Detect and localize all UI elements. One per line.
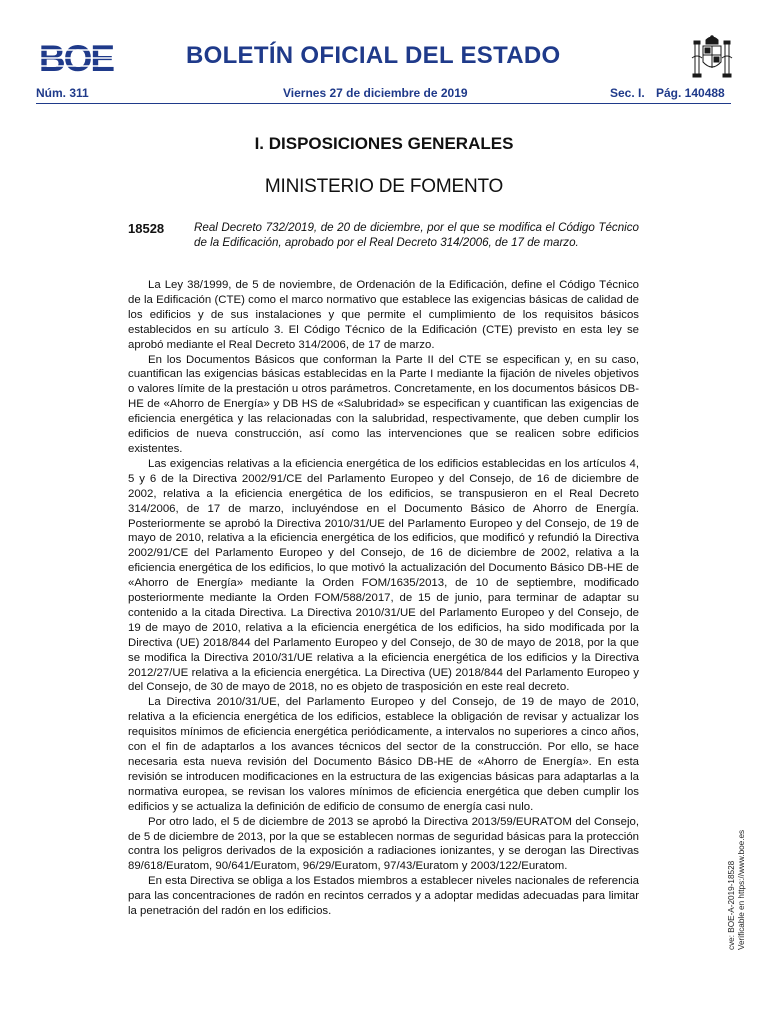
document-title: Real Decreto 732/2019, de 20 de diciembre, por el que se modifica el Código Técnico de la Edificación, aprobado por el Real Decreto 314/2006, de 17 de marzo. [194, 221, 639, 249]
paragraph: Por otro lado, el 5 de diciembre de 2013 se aprobó la Directiva 2013/59/EURATOM del Consejo, de 5 de diciembre de 2013, por la que se establecen normas de seguridad básicas para la protección contra los peligros derivados de la exposición a radiaciones ionizantes, y se derogan las Directivas 89/618/Euratom, 90/641/Euratom, 96/29/Euratom, 97/43/Euratom y 2003/122/Euratom. [128, 815, 640, 873]
boe-logo-text: BOE [38, 40, 114, 76]
coat-of-arms-icon [690, 34, 734, 80]
verification-link[interactable]: Verificable en https://www.boe.es [737, 829, 746, 950]
paragraph: En esta Directiva se obliga a los Estados miembros a establecer niveles nacionales de referencia para las concentraciones de radón en recintos cerrados y a adoptar medidas adecuadas para limitar la penetración del radón en los edificios. [128, 875, 639, 918]
document-number: 18528 [128, 221, 165, 236]
section-label: Sec. I. [610, 86, 645, 100]
ministry-heading: MINISTERIO DE FOMENTO [264, 176, 504, 197]
page-number: Pág. 140488 [656, 86, 725, 100]
issue-number: Núm. 311 [36, 86, 89, 100]
bulletin-title: BOLETÍN OFICIAL DEL ESTADO [186, 42, 561, 69]
issue-date: Viernes 27 de diciembre de 2019 [283, 86, 468, 100]
section-heading: I. DISPOSICIONES GENERALES [254, 134, 514, 153]
paragraph: La Ley 38/1999, de 5 de noviembre, de Ordenación de la Edificación, define el Código Técnico de la Edificación (CTE) como el marco normativo que establece las exigencias básicas de calidad de los edificios y de sus instalaciones y que permite el cumplimiento de los requisitos básicos establecidos en su artículo 3. El Código Técnico de la Edificación (CTE) previsto en esta ley se aprobó mediante el Real Decreto 314/2006, de 17 de marzo. [128, 279, 639, 351]
document-body [128, 278, 639, 919]
paragraph: En los Documentos Básicos que conforman la Parte II del CTE se especifican y, en su caso, cuantifican las exigencias básicas establecidas en la Parte I mediante la fijación de niveles objetivos o valores límite de la prestación u otros parámetros. Concretamente, en los documentos básicos DB-HE de «Ahorro de Energía» y DB HS de «Salubridad» se especifican y cuantifican las exigencias de eficiencia energética y las relacionadas con la salubridad, respectivamente, que deben cumplir los edificios de nueva construcción, así como las intervenciones que se realicen sobre edificios existentes. [128, 353, 639, 455]
paragraph: La Directiva 2010/31/UE, del Parlamento Europeo y del Consejo, de 19 de mayo de 2010, relativa a la eficiencia energética de los edificios, establece la obligación de revisar y actualizar los requisitos mínimos de eficiencia energética periódicamente, a intervalos no superiores a cinco años, con el fin de adaptarlos a los avances técnicos del sector de la construcción. Por ello, se hace necesaria esta nueva revisión del Documento Básico DB-HE de «Ahorro de Energía». En esta revisión se introducen modificaciones en la estructura de las exigencias básicas para adaptarlas a la normativa europea, se revisan los valores mínimos de eficiencia energética que deben cumplir los edificios y se actualiza la definición de edificio de consumo de energía casi nulo. [128, 696, 639, 813]
header-divider [36, 103, 731, 104]
cve-code: cve: BOE-A-2019-18528 [727, 860, 736, 950]
paragraph: Las exigencias relativas a la eficiencia energética de los edificios establecidas en los artículos 4, 5 y 6 de la Directiva 2002/91/CE del Parlamento Europeo y del Consejo, de 16 de diciembre de 2002, relativa a la eficiencia energética de los edificios, se transpusieron en el Real Decreto 314/2006, de 17 de marzo, incluyéndose en el Documento Básico de Ahorro de Energía. Posteriormente se aprobó la Directiva 2010/31/UE del Parlamento Europeo y del Consejo, de 19 de mayo de 2010, relativa a la eficiencia energética de los edificios, que modificó y refundió la Directiva 2002/91/CE del Parlamento Europeo y del Consejo, de 16 de diciembre de 2002, relativa a la eficiencia energética de los edificios, lo que motivó la actualización del Documento Básico DB-HE de «Ahorro de Energía» mediante la Orden FOM/1635/2013, de 10 de septiembre, modificado posteriormente mediante la Orden FOM/588/2017, de 15 de junio, para terminar de adaptar su contenido a la citada Directiva. La Directiva 2010/31/UE del Parlamento Europeo y del Consejo, de 19 de mayo de 2010, relativa a la eficiencia energética de los edificios, ha sido modificada por la Directiva (UE) 2018/844 del Parlamento Europeo y del Consejo, de 30 de mayo de 2018, por la que se modifica la Directiva 2010/31/UE relativa a la eficiencia energética de los edificios y la Directiva 2012/27/UE relativa a la eficiencia energética. La Directiva (UE) 2018/844 del Parlamento Europeo y del Consejo, de 30 de mayo de 2018, no es objeto de trasposición en este real decreto. [128, 457, 639, 694]
boe-logo [36, 40, 116, 76]
